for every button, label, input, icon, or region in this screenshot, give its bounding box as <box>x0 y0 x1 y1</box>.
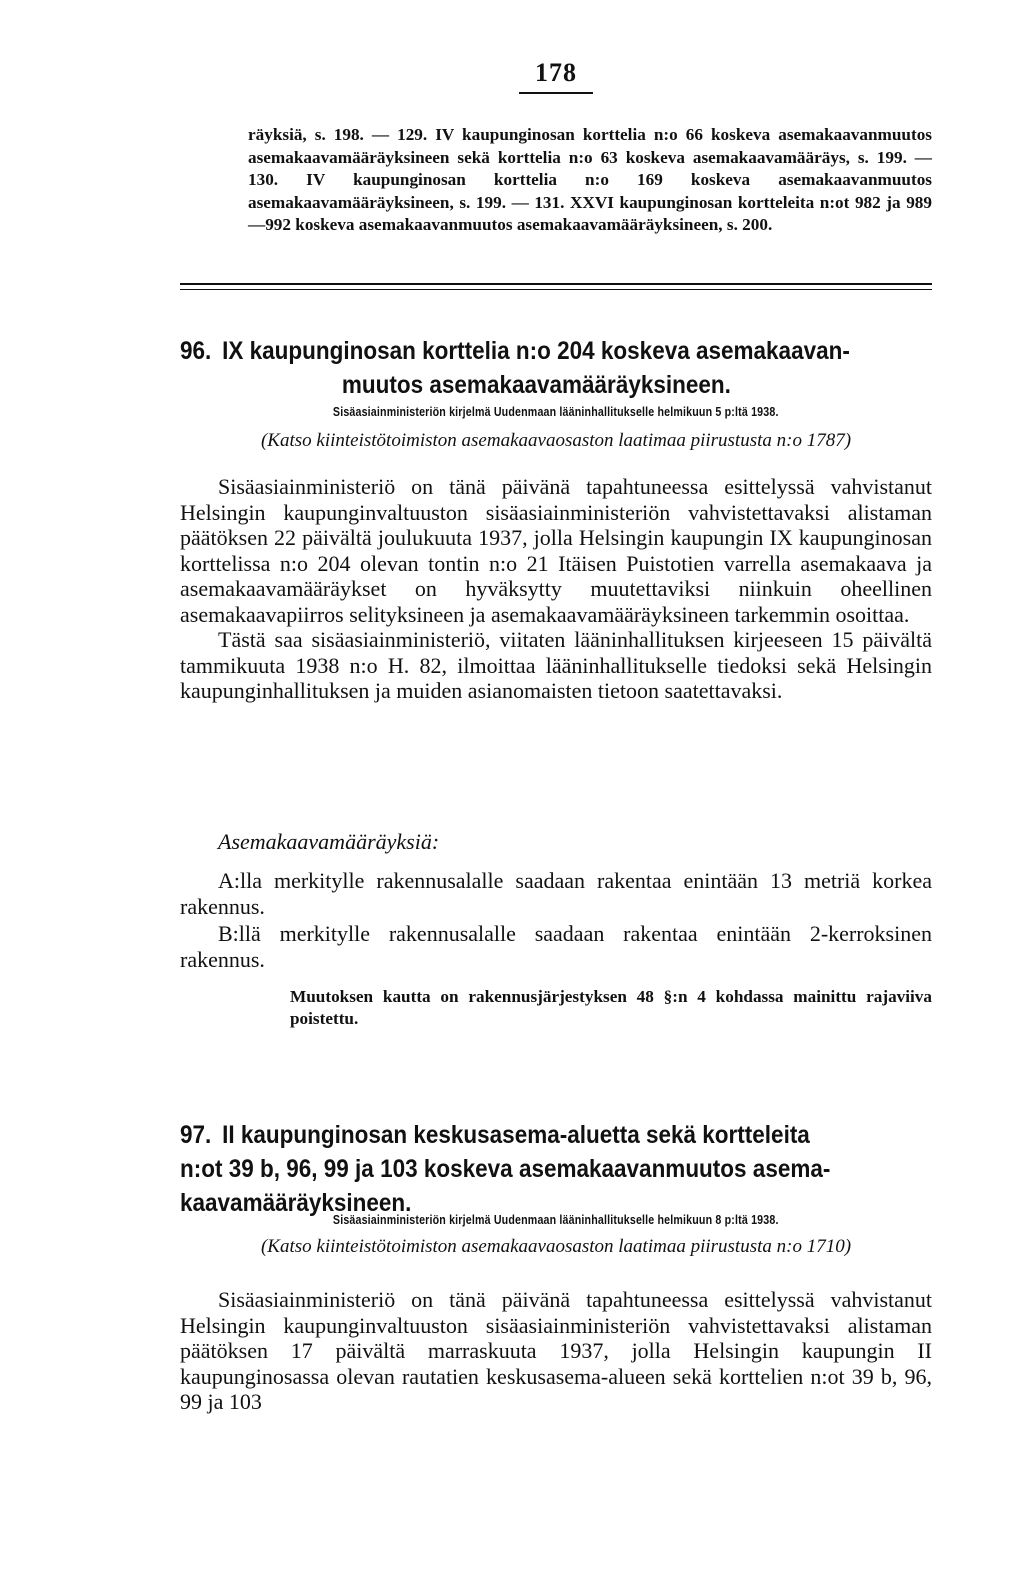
section-97-title-line1: II kaupunginosan keskusasema-aluetta sekä kortteleita <box>222 1121 810 1149</box>
section-96-drawing-reference: (Katso kiinteistötoimiston asemakaavaosaston laatimaa piirustusta n:o 1787) <box>260 430 852 451</box>
section-96-note: Muutoksen kautta on rakennusjärjestyksen 48 §:n 4 kohdassa mainittu rajaviiva poistettu. <box>290 987 932 1028</box>
section-96-regulations-heading: Asemakaavamääräyksiä: <box>218 829 440 854</box>
section-96-paragraph-2: Tästä saa sisäasiainministeriö, viitaten lääninhallituksen kirjeeseen 15 päivältä tammikuuta 1938 n:o H. 82, ilmoittaa lääninhallitukselle tiedoksi sekä Helsingin kaupunginhallituksen ja muiden asianomaisten tietoon saatettavaksi. <box>180 627 932 703</box>
section-96-regulation-b: B:llä merkitylle rakennusalalle saadaan rakentaa enintään 2-kerroksinen rakennus. <box>180 921 932 972</box>
section-96-body <box>180 474 932 704</box>
section-97-heading <box>180 1118 857 1220</box>
section-96-ministry-letter: Sisäasiainministeriön kirjelmä Uudenmaan lääninhallitukselle helmikuun 5 p:ltä 1938. <box>333 404 779 419</box>
section-divider-thin <box>180 289 932 290</box>
section-97-title-line3: kaavamääräyksineen. <box>180 1189 412 1217</box>
section-97-body <box>180 1287 932 1415</box>
section-96-paragraph-1: Sisäasiainministeriö on tänä päivänä tapahtuneessa esittelyssä vahvistanut Helsingin kaupunginvaltuuston sisäasiainministeriön vahvistettavaksi alistaman päätöksen 22 päivältä joulukuuta 1937, jolla Helsingin kaupungin IX kaupunginosan korttelissa n:o 204 olevan tontin n:o 21 Itäisen Puistotien varrella asemakaava ja asemakaavamääräykset on hyväksytty muutettaviksi niinkuin oheellinen asemakaavapiirros selityksineen ja asemakaavamääräyksineen tarkemmin osoittaa. <box>180 474 932 627</box>
section-97-drawing-reference: (Katso kiinteistötoimiston asemakaavaosaston laatimaa piirustusta n:o 1710) <box>260 1236 852 1257</box>
section-96-title-line2: muutos asemakaavamääräyksineen. <box>341 371 731 399</box>
section-96-regulation-a: A:lla merkitylle rakennusalalle saadaan rakentaa enintään 13 metriä korkea rakennus. <box>180 868 932 919</box>
section-97-title-line2: n:ot 39 b, 96, 99 ja 103 koskeva asemakaavanmuutos asema- <box>180 1155 831 1183</box>
section-96-regulations <box>180 868 932 974</box>
section-97-paragraph-1: Sisäasiainministeriö on tänä päivänä tapahtuneessa esittelyssä vahvistanut Helsingin kaupunginvaltuuston sisäasiainministeriön vahvistettavaksi alistaman päätöksen 17 päivältä marraskuuta 1937, jolla Helsingin kaupungin II kaupunginosassa olevan rautatien keskusasema-alueen sekä korttelien n:ot 39 b, 96, 99 ja 103 <box>180 1287 932 1414</box>
section-97-number: 97. <box>180 1121 212 1149</box>
previous-section-continuation: räyksiä, s. 198. — 129. IV kaupunginosan korttelia n:o 66 koskeva asemakaavanmuutos asemakaavamääräyksineen sekä korttelia n:o 63 koskeva asemakaavamääräys, s. 199. — 130. IV kaupunginosan korttelia n:o 169 koskeva asemakaavanmuutos asemakaavamääräyksineen, s. 199. — 131. XXVI kaupunginosan kortteleita n:ot 982 ja 989—992 koskeva asemakaavanmuutos asemakaavamääräyksineen, s. 200. <box>248 125 932 234</box>
section-96-heading <box>180 334 857 402</box>
section-97-ministry-letter: Sisäasiainministeriön kirjelmä Uudenmaan lääninhallitukselle helmikuun 8 p:ltä 1938. <box>333 1212 779 1227</box>
section-divider-thick <box>180 283 932 285</box>
section-96-title-line1: IX kaupunginosan korttelia n:o 204 koskeva asemakaavan- <box>222 337 850 365</box>
section-96-number: 96. <box>180 337 212 365</box>
page-number: 178 <box>180 58 932 94</box>
